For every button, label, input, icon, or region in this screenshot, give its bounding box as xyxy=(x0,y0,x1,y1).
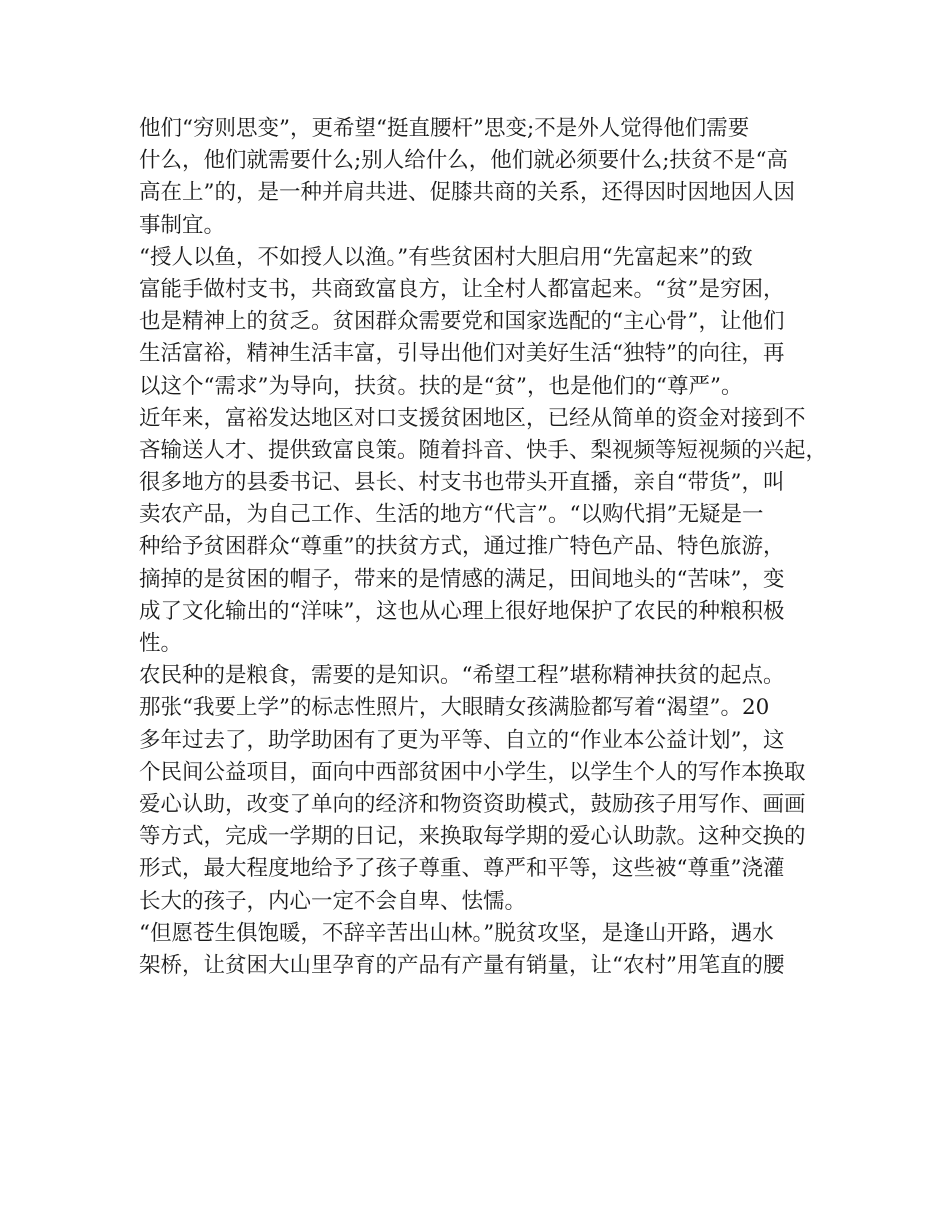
text-line: 以这个“需求”为导向，扶贫。扶的是“贫”，也是他们的“尊严”。 xyxy=(139,373,743,399)
text-line: 近年来，富裕发达地区对口支援贫困地区，已经从简单的资金对接到不 xyxy=(139,405,806,431)
text-line: 长大的孩子，内心一定不会自卑、怯懦。 xyxy=(139,888,527,914)
text-line: 富能手做村支书，共商致富良方，让全村人都富起来。“贫”是穷困， xyxy=(139,276,785,302)
text-line: 什么，他们就需要什么;别人给什么，他们就必须要什么;扶贫不是“高 xyxy=(139,148,788,174)
text-line: 爱心认助，改变了单向的经济和物资资助模式，鼓励孩子用写作、画画 xyxy=(139,791,806,817)
document-body xyxy=(139,113,828,982)
text-line: 多年过去了，助学助困有了更为平等、自立的“作业本公益计划”，这 xyxy=(139,727,785,753)
text-line: 性。 xyxy=(139,631,183,656)
text-line: 卖农产品，为自己工作、生活的地方“代言”。“以购代捐”无疑是一 xyxy=(139,502,764,528)
text-line: “但愿苍生俱饱暖，不辞辛苦出山林。”脱贫攻坚，是逢山开路，遇水 xyxy=(139,920,774,946)
text-line: 吝输送人才、提供致富良策。随着抖音、快手、梨视频等短视频的兴起， xyxy=(139,437,828,463)
text-line: 事制宜。 xyxy=(139,212,226,238)
text-line: 生活富裕，精神生活丰富，引导出他们对美好生活“独特”的向往，再 xyxy=(139,341,785,367)
text-line: 摘掉的是贫困的帽子，带来的是情感的满足，田间地头的“苦味”，变 xyxy=(139,566,785,592)
text-line: 很多地方的县委书记、县长、村支书也带头开直播，亲自“带货”，叫 xyxy=(139,470,785,496)
text-line: 也是精神上的贫乏。贫困群众需要党和国家选配的“主心骨”，让他们 xyxy=(139,309,785,335)
text-line: 高在上”的，是一种并肩共进、促膝共商的关系，还得因时因地因人因 xyxy=(139,180,795,206)
text-line: 农民种的是粮食，需要的是知识。“希望工程”堪称精神扶贫的起点。 xyxy=(139,663,785,689)
text-line: “授人以鱼，不如授人以渔。”有些贫困村大胆启用“先富起来”的致 xyxy=(139,244,753,270)
text-line: 种给予贫困群众“尊重”的扶贫方式，通过推广特色产品、特色旅游， xyxy=(139,534,785,560)
text-line: 等方式，完成一学期的日记，来换取每学期的爱心认助款。这种交换的 xyxy=(139,824,806,850)
text-line: 架桥，让贫困大山里孕育的产品有产量有销量，让“农村”用笔直的腰 xyxy=(139,952,785,978)
text-line: 他们“穷则思变”，更希望“挺直腰杆”思变;不是外人觉得他们需要 xyxy=(139,116,750,141)
text-line: 个民间公益项目，面向中西部贫困中小学生，以学生个人的写作本换取 xyxy=(139,759,806,785)
text-line: 那张“我要上学”的标志性照片，大眼睛女孩满脸都写着“渴望”。20 xyxy=(139,695,770,721)
text-line: 成了文化输出的“洋味”，这也从心理上很好地保护了农民的种粮积极 xyxy=(139,598,785,624)
text-line: 形式，最大程度地给予了孩子尊重、尊严和平等，这些被“尊重”浇灌 xyxy=(139,856,785,882)
